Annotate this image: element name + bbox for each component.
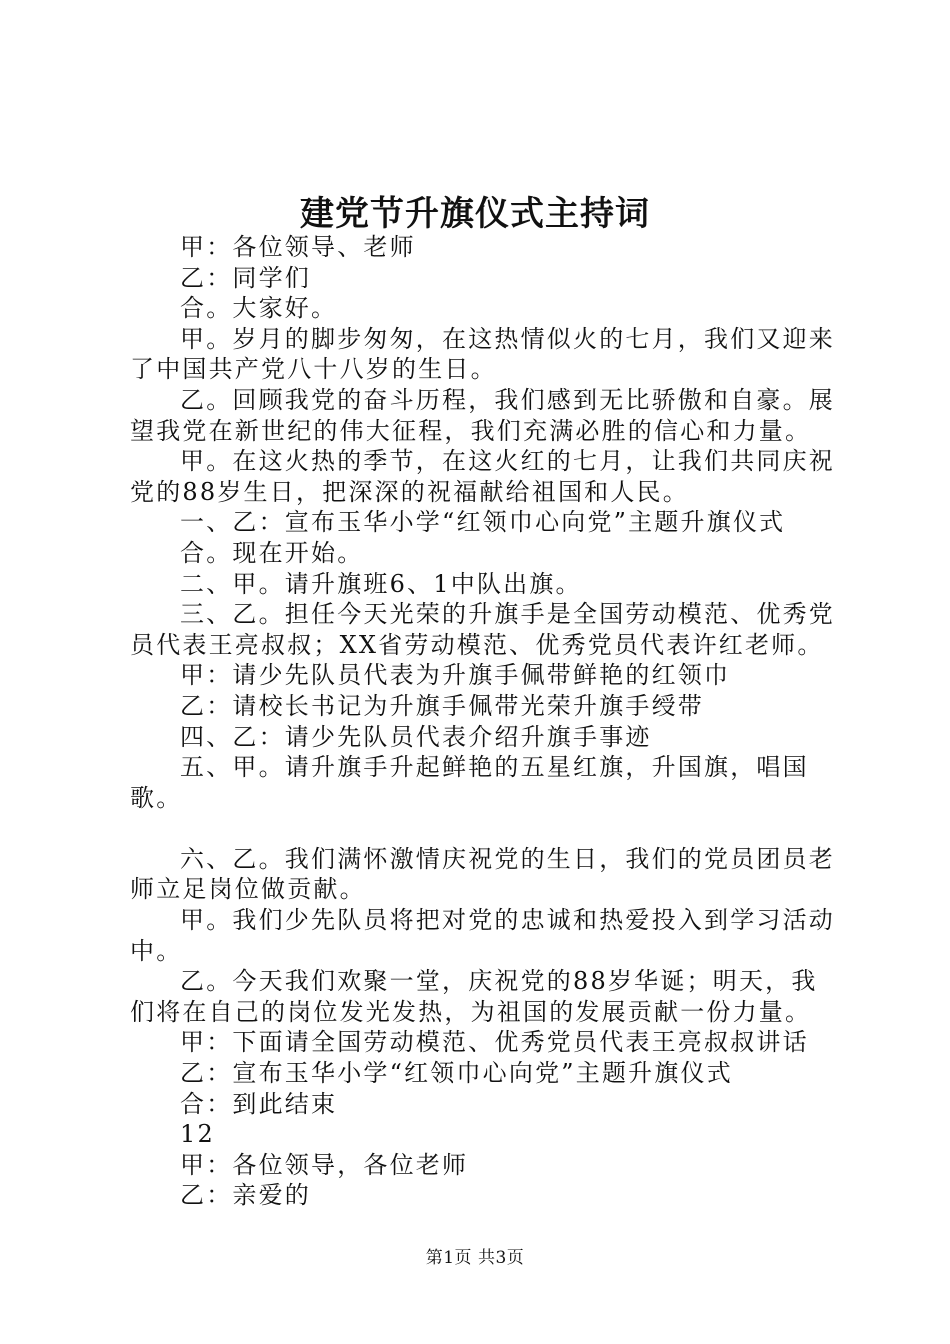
paragraph-11: 甲：请少先队员代表为升旗手佩带鲜艳的红领巾 [180,661,731,690]
paragraph-12: 乙：请校长书记为升旗手佩带光荣升旗手绶带 [180,691,704,720]
paragraph-16: 甲。我们少先队员将把对党的忠诚和热爱投入到学习活动中。 [130,906,835,965]
paragraph-10: 三、乙。担任今天光荣的升旗手是全国劳动模范、优秀党员代表王亮叔叔；XX省劳动模范、优秀党员代表许红老师。 [130,600,835,659]
paragraph-15: 六、乙。我们满怀激情庆祝党的生日，我们的党员团员老师立足岗位做贡献。 [130,844,835,904]
paragraph-14: 五、甲。请升旗手升起鲜艳的五星红旗，升国旗，唱国歌。 [130,753,809,812]
paragraph-13: 四、乙：请少先队员代表介绍升旗手事迹 [180,722,652,751]
paragraph-1: 甲：各位领导、老师 [180,233,416,261]
document-body [130,232,840,1211]
paragraph-20: 合：到此结束 [180,1089,338,1118]
paragraph-19: 乙：宣布玉华小学“红领巾心向党”主题升旗仪式 [180,1059,733,1088]
page-title: 建党节升旗仪式主持词 [300,194,650,234]
paragraph-22: 甲：各位领导，各位老师 [180,1150,469,1179]
paragraph-21: 12 [180,1120,215,1149]
page-footer: 第1页 共3页 [425,1248,525,1268]
paragraph-17: 乙。今天我们欢聚一堂，庆祝党的88岁华诞；明天，我们将在自己的岗位发光发热，为祖国的发展贡献一份力量。 [130,967,818,1026]
paragraph-4: 甲。岁月的脚步匆匆，在这热情似火的七月，我们又迎来了中国共产党八十八岁的生日。 [130,324,835,384]
paragraph-3: 合。大家好。 [180,294,338,323]
paragraph-9: 二、甲。请升旗班6、1中队出旗。 [180,569,582,598]
paragraph-6: 甲。在这火热的季节，在这火红的七月，让我们共同庆祝党的88岁生日，把深深的祝福献给祖国和人民。 [130,447,835,506]
paragraph-23: 乙：亲爱的 [180,1181,311,1210]
paragraph-18: 甲：下面请全国劳动模范、优秀党员代表王亮叔叔讲话 [180,1028,809,1057]
paragraph-5: 乙。回顾我党的奋斗历程，我们感到无比骄傲和自豪。展望我党在新世纪的伟大征程，我们充满必胜的信心和力量。 [130,385,835,445]
paragraph-gap [130,813,840,844]
paragraph-8: 合。现在开始。 [180,538,364,567]
paragraph-7: 一、乙：宣布玉华小学“红领巾心向党”主题升旗仪式 [180,508,786,537]
paragraph-2: 乙：同学们 [180,263,311,292]
